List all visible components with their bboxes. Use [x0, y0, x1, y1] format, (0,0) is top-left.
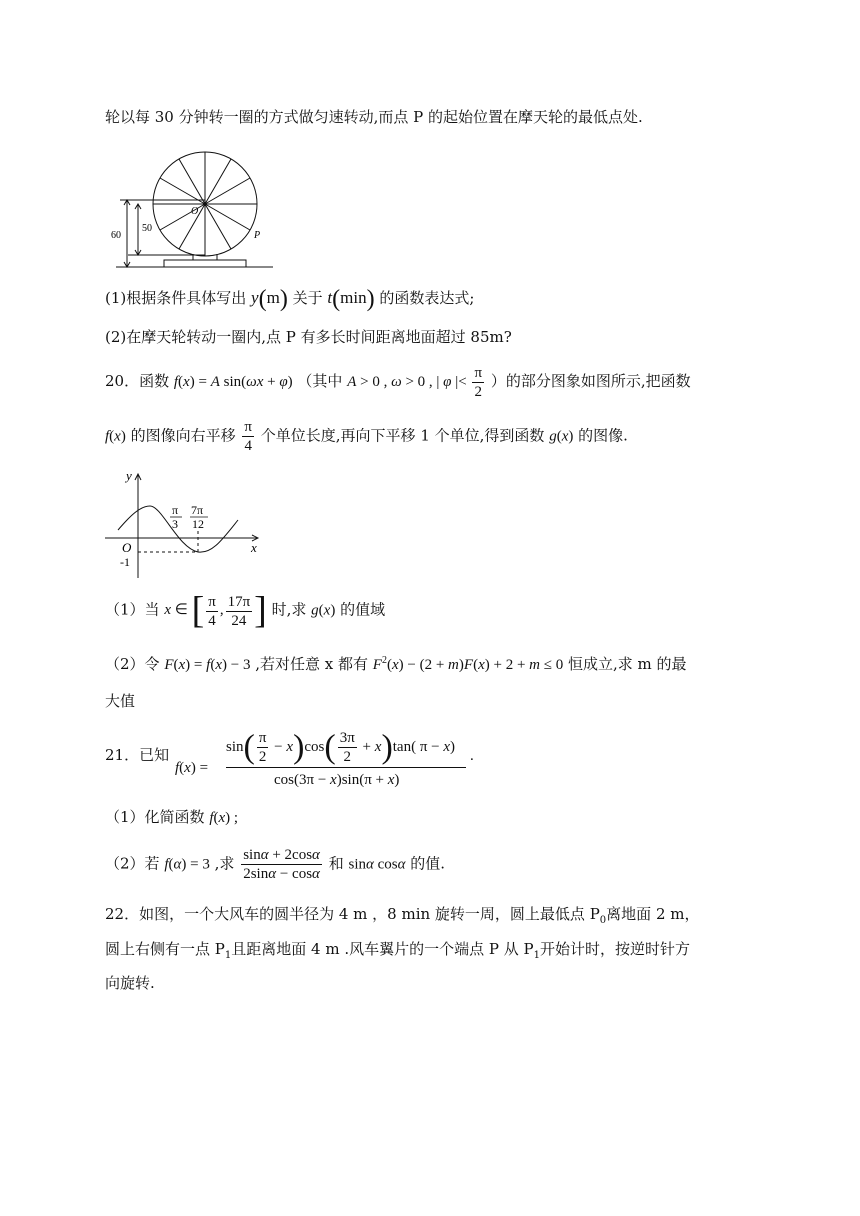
q20-part1: （1）当 x ∈ [ $\frac{\pi}{4}$ , $\frac{17\pi}{24}$ ] 时,求 g(x) 的值域: [105, 590, 386, 632]
q21-numerator: sin( $\frac{\pi}{2}$ − x)cos( $\frac{3\pi}{2}$ + x)tan( π − x): [226, 728, 456, 766]
origin-label: O: [122, 540, 132, 555]
q20-line2: f(x) 的图像向右平移 $\frac{\pi}{4}$ 个单位长度,再向下平移 1 个单位,得到函数 g(x) 的图像.: [105, 419, 628, 454]
q21-fx: f(x) =: [175, 760, 209, 776]
q22-line3: 向旋转.: [105, 974, 155, 992]
q21-lead: 21．已知: [105, 746, 170, 764]
tick-7pi12-den: 12: [192, 517, 204, 531]
sine-graph-figure: [100, 466, 270, 581]
q21-denominator: cos(3π − x)sin(π + x): [274, 772, 400, 788]
tick-pi3-num: π: [172, 503, 179, 517]
label-60: 60: [111, 230, 121, 241]
q19-part2: (2)在摩天轮转动一圈内,点 P 有多长时间距离地面超过 85m?: [105, 328, 512, 346]
tick-pi3-den: 3: [172, 517, 178, 531]
q20-line1: 20．函数 f(x) = A sin(ωx + φ) （其中 A > 0 , ω > 0 , | φ |< $\frac{\pi}{2}$ ）的部分图象如图所示,把函数: [105, 365, 691, 400]
ferris-wheel-figure: [108, 148, 278, 272]
q21-part2: （2）若 f(α) = 3 ,求 $\frac{\sin\alpha + 2\cos\alpha}{2\sin\alpha - \cos\alpha}$ 和 sinα cosα 的值.: [105, 847, 446, 882]
label-50: 50: [142, 223, 152, 234]
q20-part2: （2）令 F(x) = f(x) − 3 ,若对任意 x 都有 $F^2(x) - (2 + m)F(x) + 2 + m \le 0$ 恒成立,求 m 的最: [105, 655, 687, 673]
neg-one-label: -1: [120, 555, 130, 569]
q22-line1: 22．如图，一个大风车的圆半径为 4 m ，8 min 旋转一周，圆上最低点 $P_0$离地面 2 m，: [105, 905, 700, 926]
intro-text: 轮以每 30 分钟转一圈的方式做匀速转动,而点 P 的起始位置在摩天轮的最低点处.: [105, 108, 643, 126]
label-O: O: [191, 206, 199, 217]
tick-7pi12-num: 7π: [191, 503, 204, 517]
y-axis-label: y: [126, 468, 132, 483]
x-axis-label: x: [251, 540, 257, 555]
q22-line2: 圆上右侧有一点 $P_1$且距离地面 4 m .风车翼片的一个端点 P 从 $P_1$开始计时，按逆时针方: [105, 940, 690, 961]
q21-part1: （1）化简函数 f(x) ;: [105, 808, 239, 826]
q20-part2-cont: 大值: [105, 692, 136, 710]
q19-part1: (1)根据条件具体写出 y(m) 关于 t(min) 的函数表达式;: [105, 286, 475, 313]
label-P: P: [254, 230, 261, 241]
q21-fraction-bar: [226, 767, 466, 768]
q21-period: .: [470, 748, 474, 764]
